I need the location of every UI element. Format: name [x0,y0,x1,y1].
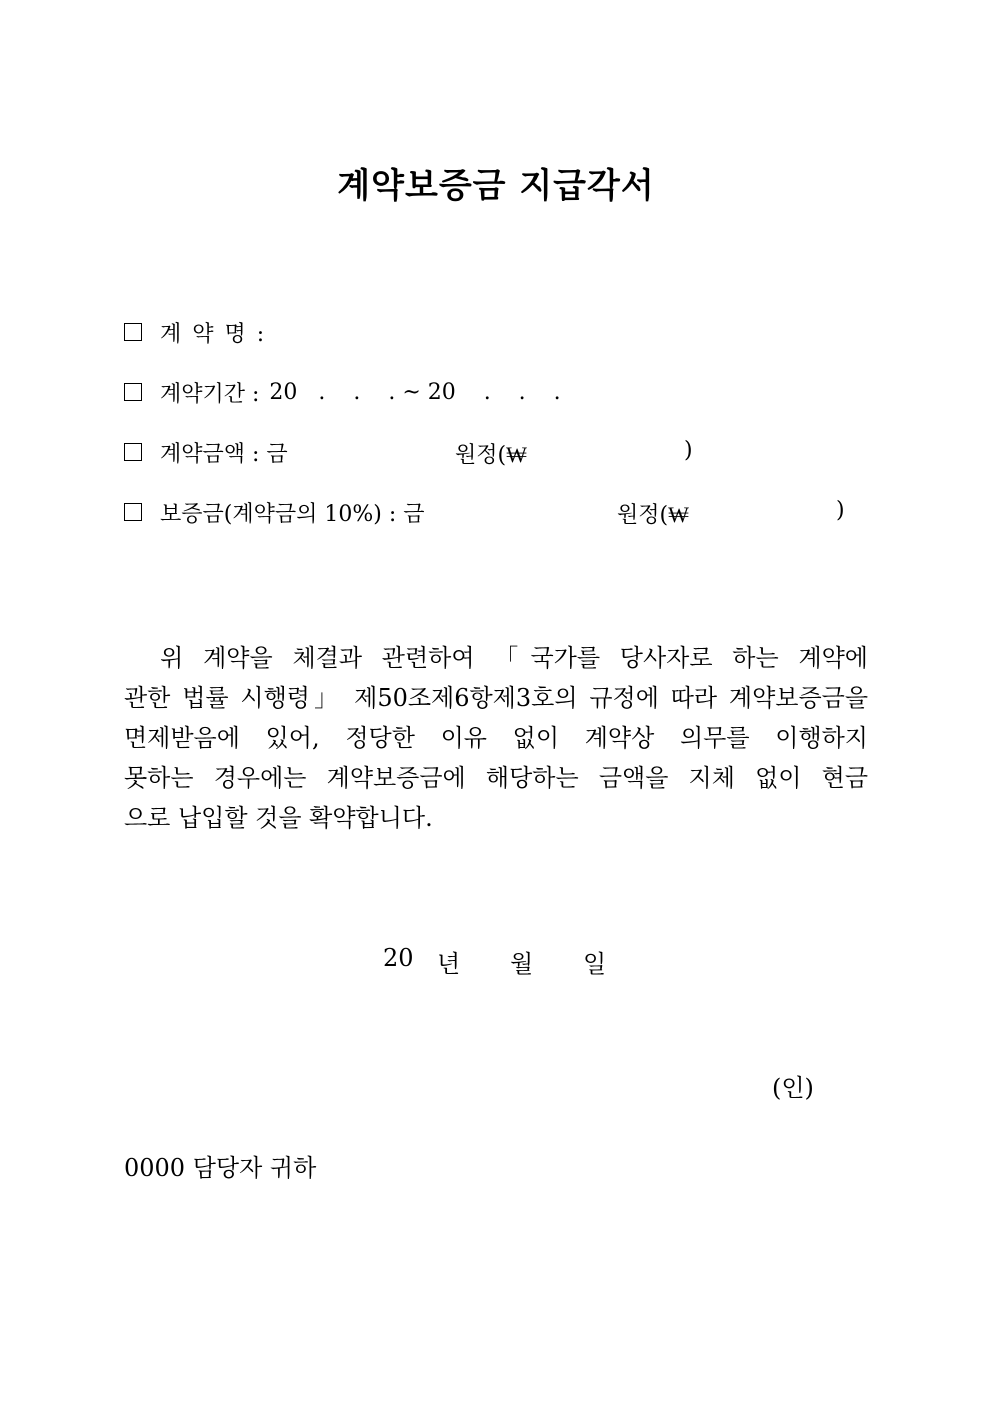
paragraph-line: 관한 법률 시행령」 제50조제6항제3호의 규정에 따라 계약보증금을 [124,684,868,712]
contract-name-label: 계 약 명 : [160,321,267,347]
seal-mark: (인) [772,1074,814,1102]
deposit-close: ) [836,498,845,523]
deposit-label: 보증금(계약금의 10%) : 금 [160,501,425,527]
contract-amount-checkbox[interactable] [124,443,142,461]
contract-name-checkbox[interactable] [124,323,142,341]
deposit-row [124,495,424,529]
date-year-unit: 년 [437,950,461,978]
paragraph-line: 못하는 경우에는 계약보증금에 해당하는 금액을 지체 없이 현금 [124,764,868,792]
contract-amount-row [124,435,288,469]
paragraph-line: 위 계약을 체결과 관련하여 「국가를 당사자로 하는 계약에 [124,644,868,672]
contract-period-row [124,375,561,409]
recipient-line: 0000 담당자 귀하 [124,1154,317,1182]
date-month-unit: 월 [510,950,534,978]
contract-period-checkbox[interactable] [124,383,142,401]
paragraph-line: 으로 납입할 것을 확약합니다. [124,804,433,832]
contract-period-label: 계약기간 : [160,381,260,407]
pledge-paragraph [124,638,868,838]
contract-amount-label: 계약금액 : 금 [160,441,288,467]
document-title: 계약보증금 지급각서 [337,166,655,206]
date-day-unit: 일 [583,950,607,978]
deposit-checkbox[interactable] [124,503,142,521]
deposit-won: 원정(₩ [617,503,689,528]
contract-amount-won: 원정(₩ [455,443,527,468]
date-year: 20 [383,944,414,972]
contract-name-row [124,315,266,349]
contract-period-value: 20 . . . ~ 20 . . . [269,379,561,405]
paragraph-line: 면제받음에 있어, 정당한 이유 없이 계약상 의무를 이행하지 [124,724,868,752]
contract-amount-close: ) [684,438,693,463]
